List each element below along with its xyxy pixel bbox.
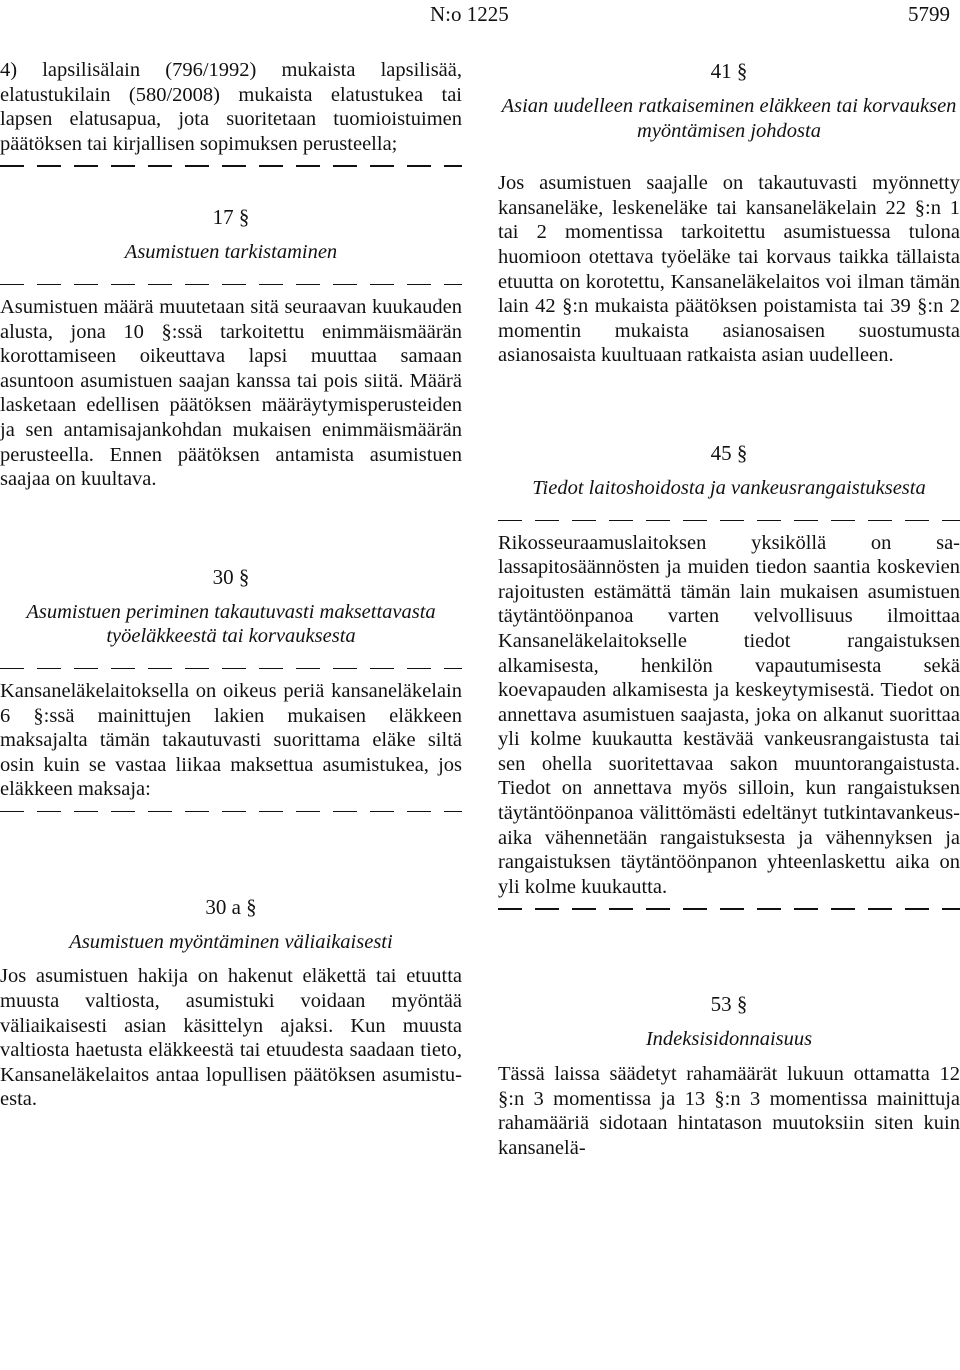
section-17-title: Asumistuen tarkistaminen	[124, 241, 338, 264]
omission-dashes	[498, 899, 960, 919]
omission-dashes	[0, 156, 462, 176]
section-30a-title: Asumistuen myöntäminen väliaikaisesti	[69, 930, 393, 953]
left-column	[0, 58, 462, 1112]
section-30-title: Asumistuen periminen takautuvasti maksettavasta työeläkkeestä tai korvauksesta	[26, 600, 436, 648]
section-53-title: Indeksisidonnaisuus	[645, 1028, 813, 1051]
section-41-title: Asian uudelleen ratkaiseminen eläkkeen tai korvauksen myöntämisen johdosta	[501, 95, 957, 142]
section-41-number: 41 §	[710, 59, 748, 83]
page-header	[0, 2, 960, 26]
document-number: N:o 1225	[430, 2, 509, 26]
omission-dashes	[0, 275, 462, 295]
section-45-number: 45 §	[710, 440, 748, 465]
page-number: 5799	[908, 2, 950, 26]
omission-dashes	[0, 802, 462, 822]
section-45-text: Rikosseuraamuslaitoksen yksiköllä on salassapitosäännösten ja muiden tiedon saantia koskevien rajoitusten estämättä tämän lain mukaisen asumistuen täytäntöönpanoa varten velvollisuus ilmoittaa Kansaneläkelaitokselle tiedot rangaistuksen alkamisesta, henkilön vapautumisesta sekä koevapauden alkamisesta ja keskeytymisestä. Tiedot on annettava asumistuen saajasta, joka on alkanut suorittaa yli kolme kuukautta kestävää vankeusrangaistusta tai sen ohella suoritettavaa sakon muuntorangaistusta. Tiedot on annettava myös silloin, kun rangaistuksen täytäntöönpanoa välittömästi edeltänyt tutkintavankeusaika vähennetään rangaistuksesta ja vähennyksen ja rangaistuksen täytäntöönpanon yhteenlaskettu aika on yli kolme kuukautta.	[498, 531, 960, 898]
section-53-text: Tässä laissa säädetyt rahamäärät lukuun ottamatta 12 §:n 3 momentissa ja 13 §:n 3 momentissa mainittuja rahamääriä sidotaan hintatason muutoksiin siten kuin kansanelä-	[498, 1063, 960, 1159]
section-17-number: 17 §	[212, 205, 250, 230]
item-4-text: 4) lapsilisälain (796/1992) mukaista lapsilisää, elatustukilain (580/2008) mukaista elatustukea tai lapsen elatusapua, jota suoritetaan tuomioistuimen päätöksen tai kirjallisen sopimuksen perusteella;	[0, 59, 462, 155]
section-53-number: 53 §	[710, 992, 748, 1017]
section-17-text: Asumistuen määrä muutetaan sitä seuraavan kuukauden alusta, jona 10 §:ssä tarkoitettu enimmäismäärän korottamiseen oikeuttava lapsi muuttaa samaan asuntoon asumistuen saajan kanssa tai pois siitä. Määrä lasketaan edellisen päätöksen määräytymisperusteiden ja sen antamisajankohdan mukaisen enimmäismäärän perusteella. Ennen päätöksen antamista asumistuen saajaa on kuultava.	[0, 295, 462, 491]
section-30a-number: 30 a §	[205, 894, 257, 919]
omission-dashes	[498, 511, 960, 531]
omission-dashes	[0, 659, 462, 679]
section-30-text: Kansaneläkelaitoksella on oikeus periä kansaneläkelain 6 §:ssä mainittujen lakien mukaisen eläkkeen maksajalta tämän takautuvasti suorittama eläke siltä osin kuin se vastaa liikaa maksettua asumistukea, jos eläkkeen maksaja:	[0, 679, 462, 801]
section-45-title: Tiedot laitoshoidosta ja vankeusrangaistuksesta	[532, 476, 926, 499]
section-30a-text: Jos asumistuen hakija on hakenut eläkettä tai etuutta muusta valtiosta, asumistuki voidaan myöntää väliaikaisesti asian käsittelyn ajaksi. Kun muusta valtiosta haetusta eläkkeestä tai etuudesta saadaan tieto, Kansaneläkelaitos antaa lopullisen päätöksen asumistuesta.	[0, 965, 462, 1111]
section-30-number: 30 §	[212, 564, 250, 589]
section-41-text: Jos asumistuen saajalle on takautuvasti myönnetty kansaneläke, leskeneläke tai kansaneläkelain 22 §:n 1 tai 2 momentissa tarkoitettu asumistuessa tulona huomioon otettava työeläke tai korvaus taikka tällaista etuutta on korotettu, Kansaneläkelaitos voi ilman tämän lain 42 §:n mukaista päätöksen poistamista tai 39 §:n 2 momentin mukaista asianosaisen suostumusta asianosaista kuultuaan ratkaista asian uudelleen.	[498, 172, 960, 367]
right-column	[498, 58, 960, 1160]
